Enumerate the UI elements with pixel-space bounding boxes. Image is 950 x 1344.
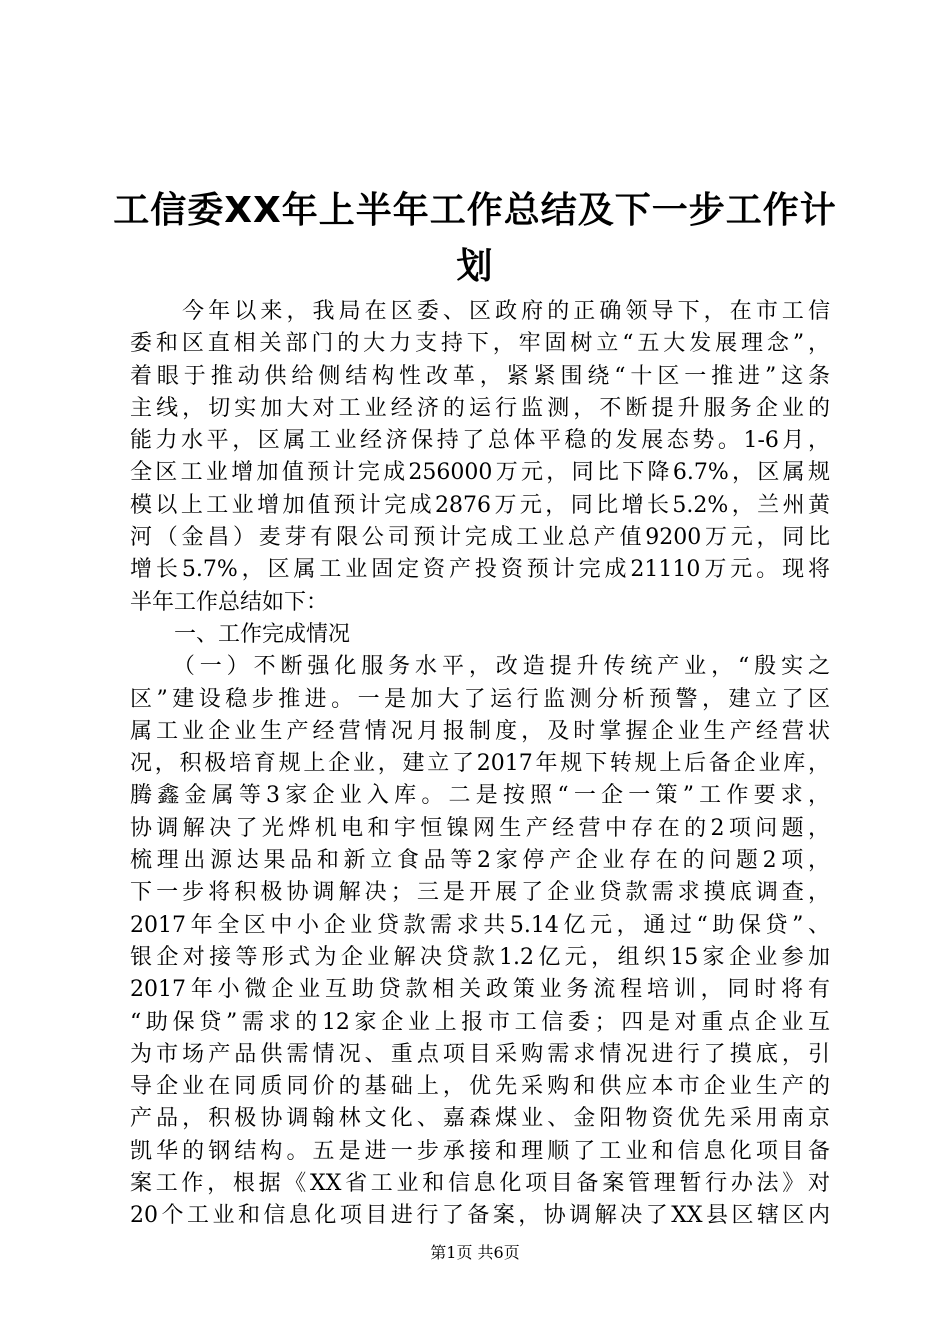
- body-line: 着眼于推动供给侧结构性改革，紧紧围绕“十区一推进”这条: [130, 363, 830, 389]
- body-line: 委和区直相关部门的大力支持下，牢固树立“五大发展理念”，: [130, 331, 830, 357]
- body-line: 银企对接等形式为企业解决贷款1.2亿元，组织15家企业参加: [130, 944, 830, 970]
- body-line: 区”建设稳步推进。一是加大了运行监测分析预警，建立了区: [130, 686, 830, 712]
- body-line: 凯华的钢结构。五是进一步承接和理顺了工业和信息化项目备: [130, 1138, 830, 1164]
- body-line: 能力水平，区属工业经济保持了总体平稳的发展态势。1-6月，: [130, 428, 830, 454]
- body-line: 增长5.7%，区属工业固定资产投资预计完成21110万元。现将: [130, 557, 830, 583]
- body-line: （一）不断强化服务水平，改造提升传统产业，“殷实之: [130, 654, 830, 680]
- body-line: 案工作，根据《XX省工业和信息化项目备案管理暂行办法》对: [130, 1171, 830, 1197]
- body-line: 半年工作总结如下：: [130, 589, 329, 615]
- body-line: 全区工业增加值预计完成256000万元，同比下降6.7%，区属规: [130, 460, 830, 486]
- body-line: 属工业企业生产经营情况月报制度，及时掌握企业生产经营状: [130, 718, 830, 744]
- body-line: 况，积极培育规上企业，建立了2017年规下转规上后备企业库，: [130, 751, 830, 777]
- body-line: “助保贷”需求的12家企业上报市工信委；四是对重点企业互: [130, 1009, 830, 1035]
- document-title-line-2: 划: [456, 246, 494, 287]
- body-line: 腾鑫金属等3家企业入库。二是按照“一企一策”工作要求，: [130, 783, 830, 809]
- document-body: [130, 296, 830, 1233]
- body-line: 导企业在同质同价的基础上，优先采购和供应本市企业生产的: [130, 1074, 830, 1100]
- body-line: 河（金昌）麦芽有限公司预计完成工业总产值9200万元，同比: [130, 525, 830, 551]
- body-line: 下一步将积极协调解决；三是开展了企业贷款需求摸底调查，: [130, 880, 830, 906]
- section-heading: 一、工作完成情况: [130, 621, 351, 647]
- body-line: 为市场产品供需情况、重点项目采购需求情况进行了摸底，引: [130, 1041, 830, 1067]
- body-line: 今年以来，我局在区委、区政府的正确领导下，在市工信: [130, 299, 830, 324]
- body-line: 2017年全区中小企业贷款需求共5.14亿元，通过“助保贷”、: [130, 912, 830, 938]
- body-line: 2017年小微企业互助贷款相关政策业务流程培训，同时将有: [130, 977, 830, 1003]
- body-line: 20个工业和信息化项目进行了备案，协调解决了XX县区辖区内: [130, 1203, 830, 1229]
- page-number-footer: 第1页 共6页: [430, 1243, 520, 1262]
- document-title-line-1: 工信委XX年上半年工作总结及下一步工作计: [113, 190, 837, 231]
- body-line: 模以上工业增加值预计完成2876万元，同比增长5.2%，兰州黄: [130, 492, 830, 518]
- body-line: 梳理出源达果品和新立食品等2家停产企业存在的问题2项，: [130, 848, 830, 874]
- body-line: 主线，切实加大对工业经济的运行监测，不断提升服务企业的: [130, 395, 830, 421]
- body-line: 协调解决了光烨机电和宇恒镍网生产经营中存在的2项问题，: [130, 815, 830, 841]
- body-line: 产品，积极协调翰林文化、嘉森煤业、金阳物资优先采用南京: [130, 1106, 830, 1132]
